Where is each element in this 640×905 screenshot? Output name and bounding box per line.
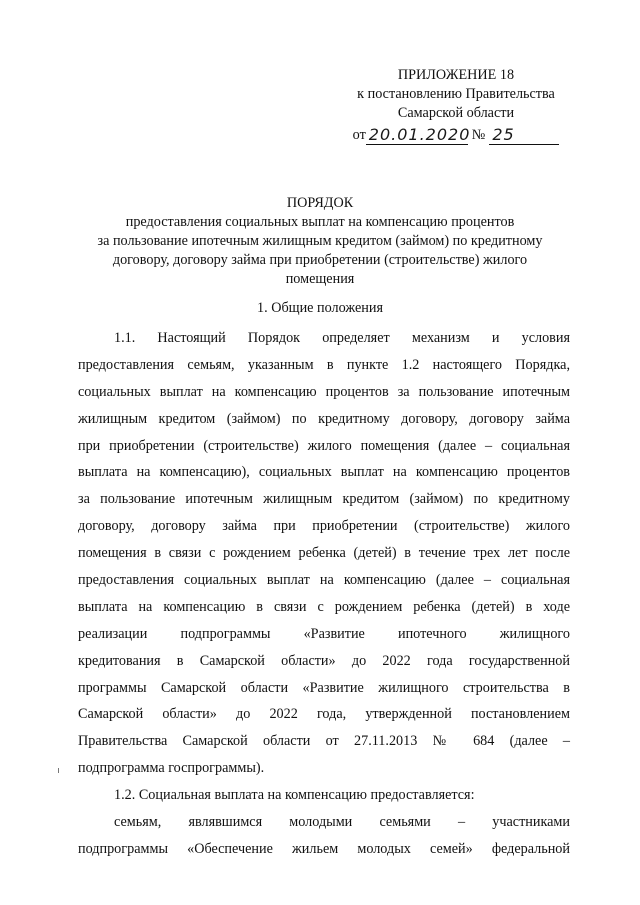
title-line: предоставления социальных выплат на компенсацию процентов (125, 214, 515, 230)
document-title (70, 194, 570, 289)
body-line: программы Самарской области «Развитие жилищного строительства в (78, 679, 570, 696)
body-line: подпрограмма госпрограммы). (78, 760, 265, 777)
scan-margin-mark (58, 768, 59, 773)
appendix-resolution: к постановлению Правительства (357, 86, 555, 102)
handwritten-date: 20.01.2020 (366, 126, 468, 145)
body-line: 1.1. Настоящий Порядок определяет механизм и условия (114, 330, 570, 346)
body-line: предоставления семьям, указанным в пункте 1.2 настоящего Порядка, (78, 356, 570, 373)
appendix-region: Самарской области (397, 105, 515, 121)
body-line: подпрограммы «Обеспечение жильем молодых семей» федеральной (78, 840, 570, 857)
body-line: выплата на компенсацию в связи с рождением ребенка (детей) в ходе (78, 598, 570, 615)
document-body (78, 325, 570, 863)
body-line: за пользование ипотечным жилищным кредитом (займом) по кредитному (78, 491, 570, 508)
appendix-number: ПРИЛОЖЕНИЕ 18 (397, 67, 515, 83)
appendix-date-number (330, 123, 582, 145)
body-line: Самарской области» до 2022 года, утвержденной постановлением (78, 706, 570, 723)
body-line: кредитования в Самарской области» до 2022 года государственной (78, 652, 570, 669)
body-line: предоставления социальных выплат на компенсацию (далее – социальная (78, 572, 570, 589)
section-heading: 1. Общие положения (257, 300, 383, 316)
body-line: Правительства Самарской области от 27.11.2013 № 684 (далее – (78, 733, 570, 750)
body-line: при приобретении (строительстве) жилого помещения (далее – социальная (78, 437, 570, 454)
number-label: № (471, 127, 486, 143)
handwritten-number: 25 (489, 126, 559, 145)
body-line: 1.2. Социальная выплата на компенсацию предоставляется: (114, 787, 475, 804)
body-line: помещения в связи с рождением ребенка (детей) в течение трех лет после (78, 545, 570, 562)
body-line: договору, договору займа при приобретении (строительстве) жилого (78, 518, 570, 535)
body-line: семьям, являвшимся молодыми семьями – участниками (114, 814, 570, 831)
title-heading: ПОРЯДОК (286, 195, 354, 211)
appendix-header (330, 66, 582, 145)
title-line: договору, договору займа при приобретении (строительстве) жилого (112, 252, 528, 268)
from-label: от (352, 127, 366, 143)
body-line: социальных выплат на компенсацию процентов за пользование ипотечным (78, 383, 570, 400)
body-line: жилищным кредитом (займом) по кредитному договору, договору займа (78, 410, 570, 427)
body-line: реализации подпрограммы «Развитие ипотечного жилищного (78, 625, 570, 642)
title-line: за пользование ипотечным жилищным кредитом (займом) по кредитному (97, 233, 543, 249)
title-line: помещения (285, 271, 355, 287)
body-line: выплата на компенсацию), социальных выплат на компенсацию процентов (78, 464, 570, 481)
